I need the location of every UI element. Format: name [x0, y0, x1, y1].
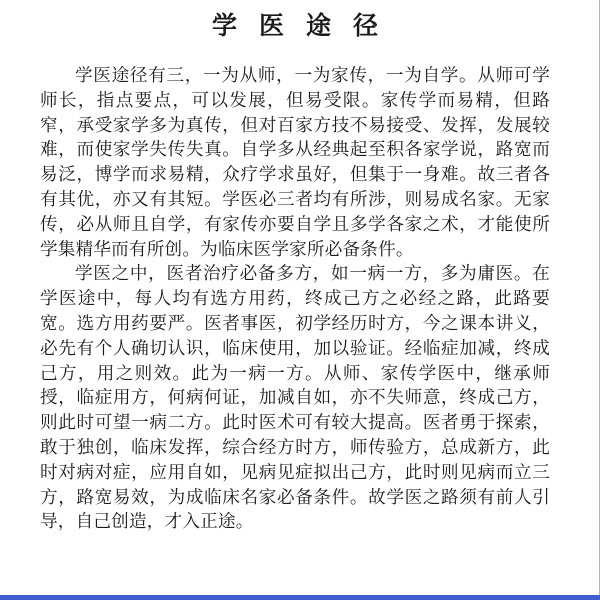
document-title: 学医途径	[211, 11, 400, 40]
bottom-border-bar	[0, 595, 600, 600]
paragraph-2: 学医之中，医者治疗必备多方，如一病一方，多为庸医。在学医途中，每人均有选方用药，终成己方之必经之路，此路要宽。选方用药要严。医者事医，初学经历时方，今之课本讲义，必先有个人确切认识，临床使用，加以验证。经临症加减，终成己方，用之则效。此为一病一方。从师、家传学医中，继承师授，临症用方，何病何证，加减自如，亦不失师意，终成己方，则此时可望一病二方。此时医术可有较大提高。医者勇于探索，敢于独创，临床发挥，综合经方时方，师传验方，总成新方，此时对病对症，应用自如，见病见症拟出己方，此时则见病而立三方，路宽易效，为成临床名家必备条件。故学医之路须有前人引导，自己创造，才入正途。	[40, 264, 550, 533]
paragraph-1: 学医途径有三，一为从师，一为家传，一为自学。从师可学师长，指点要点，可以发展，但易受限。家传学而易精，但路窄，承受家学多为真传，但对百家方技不易接受、发挥，发展较难，而使家学失传失真。自学多从经典起至积各家学说，路宽而易泛，博学而求易精，众疗学求虽好，但集于一身难。故三者各有其优，亦又有其短。学医必三者均有所涉，则易成名家。无家传，必从师且自学，有家传亦要自学且多学各家之术，才能使所学集精华而有所创。为临床医学家所必备条件。	[40, 66, 550, 260]
